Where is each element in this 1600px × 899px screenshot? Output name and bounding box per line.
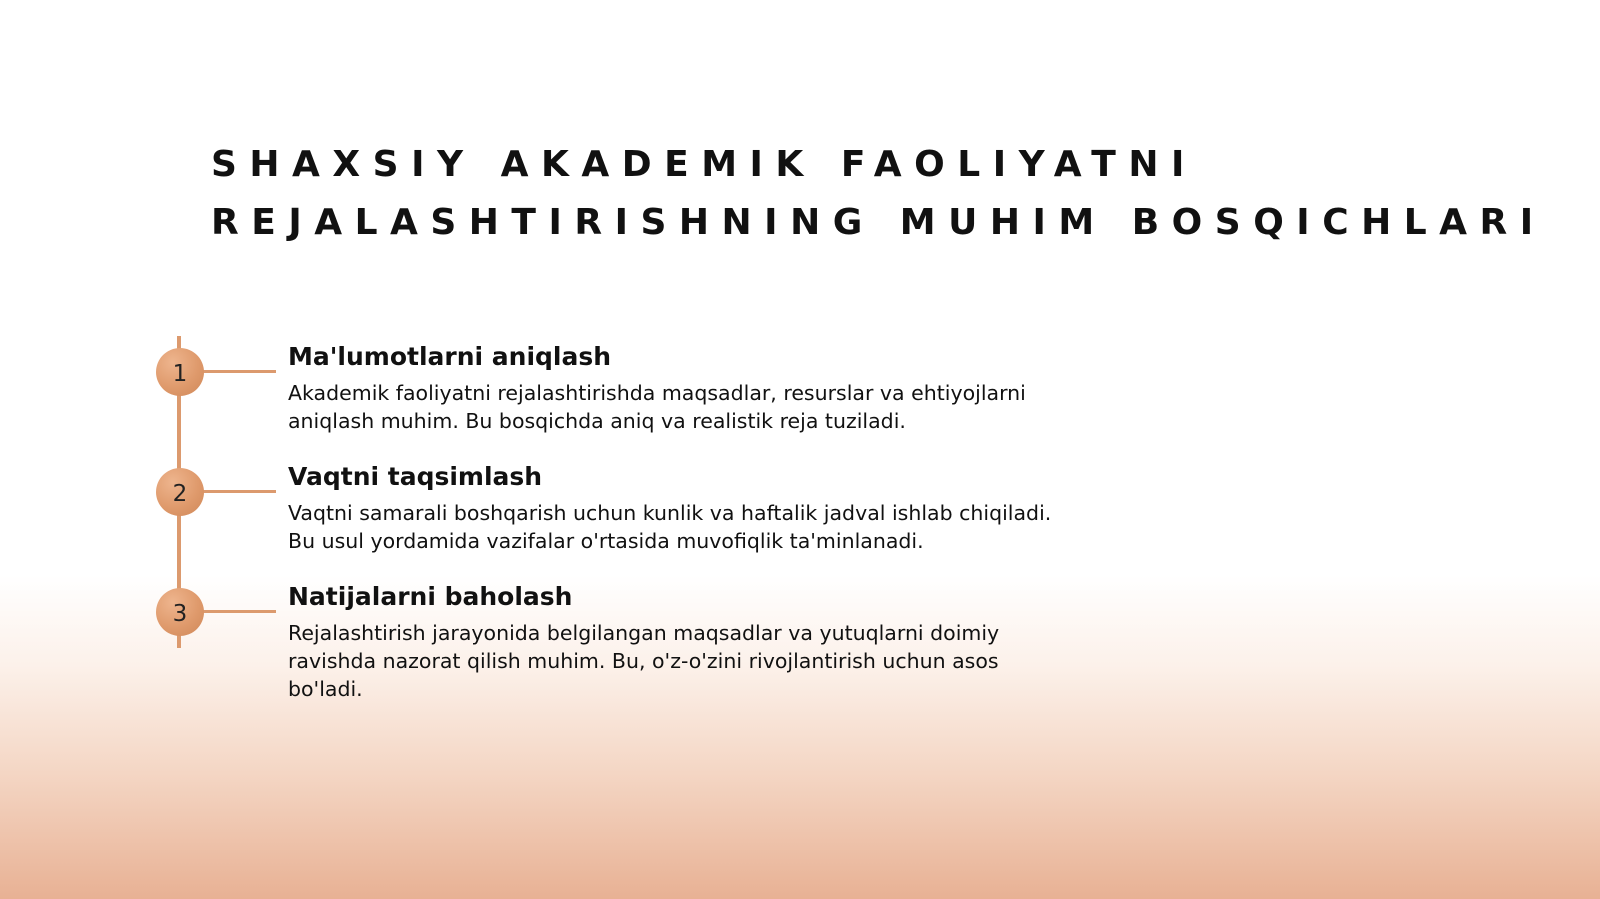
step-3-description-line: Rejalashtirish jarayonida belgilangan maqsadlar va yutuqlarni doimiy (288, 621, 1000, 645)
step-3-number-badge: 3 (156, 588, 204, 636)
step-1-description (288, 379, 1108, 435)
step-2-description-line: Bu usul yordamida vazifalar o'rtasida muvofiqlik ta'minlanadi. (288, 529, 924, 553)
step-1-connector (203, 370, 276, 373)
step-3-connector (203, 610, 276, 613)
step-2-number-badge: 2 (156, 468, 204, 516)
slide-title-line-2: REJALASHTIRISHNING MUHIM BOSQICHLARI (211, 202, 1546, 243)
step-1-heading: Ma'lumotlarni aniqlash (288, 342, 612, 371)
step-3-description (288, 619, 1108, 703)
slide-title-line-1: SHAXSIY AKADEMIK FAOLIYATNI (211, 144, 1197, 185)
step-3-description-line: bo'ladi. (288, 677, 363, 701)
slide-title (211, 136, 1551, 252)
step-2-heading: Vaqtni taqsimlash (288, 462, 543, 491)
step-2-description (288, 499, 1108, 555)
step-3-description-line: ravishda nazorat qilish muhim. Bu, o'z-o'zini rivojlantirish uchun asos (288, 649, 999, 673)
step-1-description-line: Akademik faoliyatni rejalashtirishda maqsadlar, resurslar va ehtiyojlarni (288, 381, 1026, 405)
step-2-description-line: Vaqtni samarali boshqarish uchun kunlik va haftalik jadval ishlab chiqiladi. (288, 501, 1052, 525)
step-3-heading: Natijalarni baholash (288, 582, 573, 611)
step-1-description-line: aniqlash muhim. Bu bosqichda aniq va realistik reja tuziladi. (288, 409, 906, 433)
step-1-number-badge: 1 (156, 348, 204, 396)
step-2-connector (203, 490, 276, 493)
